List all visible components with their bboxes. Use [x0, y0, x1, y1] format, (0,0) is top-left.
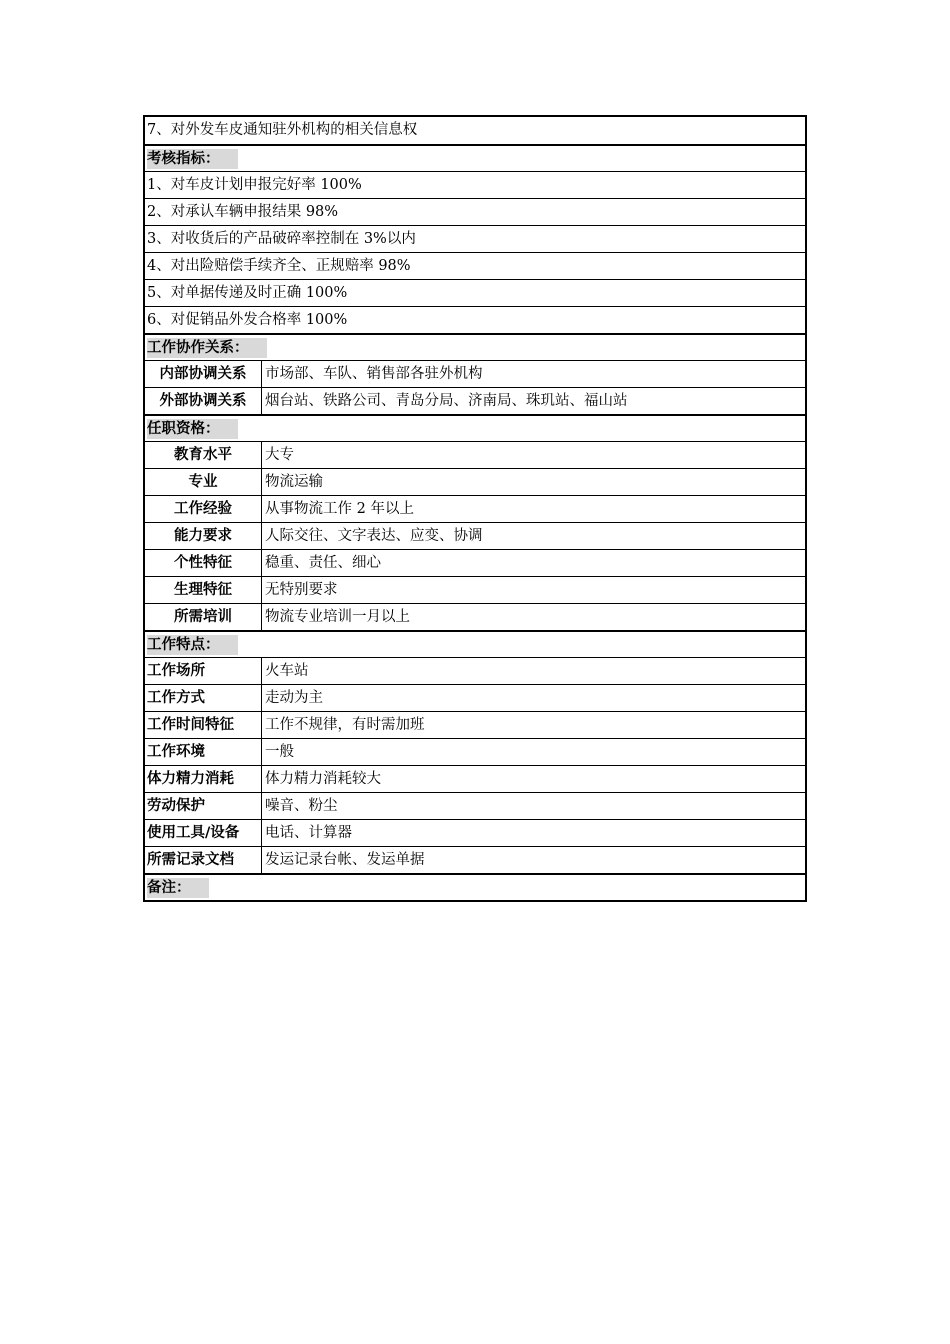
kpi-item: [145, 279, 805, 306]
feature-label: 所需记录文档: [145, 847, 262, 873]
qual-label: 教育水平: [145, 442, 262, 468]
feature-value: 发运记录台帐、发运单据: [265, 852, 425, 868]
job-description-table: [143, 115, 807, 902]
qual-row: [145, 468, 805, 495]
qual-section-header: [145, 414, 805, 441]
features-header-label: 工作特点：: [147, 635, 238, 655]
feature-row: [145, 765, 805, 792]
collab-value: 市场部、车队、销售部各驻外机构: [265, 366, 483, 382]
qual-row: [145, 495, 805, 522]
feature-row: [145, 738, 805, 765]
feature-value: 工作不规律，有时需加班: [265, 717, 425, 733]
qual-value: 物流专业培训一月以上: [265, 609, 410, 625]
authority-item-7: [145, 117, 805, 144]
qual-label: 工作经验: [145, 496, 262, 522]
feature-label: 劳动保护: [145, 793, 262, 819]
kpi-item-text: 4、对出险赔偿手续齐全、正规赔率 98%: [147, 258, 411, 274]
feature-value: 电话、计算器: [265, 825, 352, 841]
collab-section-header: [145, 333, 805, 360]
feature-row: [145, 819, 805, 846]
feature-label: 使用工具/设备: [145, 820, 262, 846]
kpi-item-text: 6、对促销品外发合格率 100%: [147, 312, 348, 328]
kpi-item: [145, 198, 805, 225]
kpi-item-text: 2、对承认车辆申报结果 98%: [147, 204, 339, 220]
feature-row: [145, 792, 805, 819]
notes-section-header: [145, 873, 805, 900]
qual-value: 稳重、责任、细心: [265, 555, 381, 571]
qual-value: 无特别要求: [265, 582, 338, 598]
kpi-header-label: 考核指标：: [147, 149, 238, 169]
feature-value: 体力精力消耗较大: [265, 771, 381, 787]
feature-value: 走动为主: [265, 690, 323, 706]
qual-value: 从事物流工作 2 年以上: [265, 501, 414, 517]
kpi-item: [145, 171, 805, 198]
qual-label: 个性特征: [145, 550, 262, 576]
feature-row: [145, 846, 805, 873]
qual-label: 专业: [145, 469, 262, 495]
qual-value: 人际交往、文字表达、应变、协调: [265, 528, 483, 544]
qual-row: [145, 441, 805, 468]
kpi-item: [145, 225, 805, 252]
kpi-item-text: 5、对单据传递及时正确 100%: [147, 285, 348, 301]
features-section-header: [145, 630, 805, 657]
feature-row: [145, 684, 805, 711]
kpi-item-text: 1、对车皮计划申报完好率 100%: [147, 177, 362, 193]
qual-value: 物流运输: [265, 474, 323, 490]
qual-header-label: 任职资格：: [147, 419, 238, 439]
qual-value: 大专: [265, 447, 294, 463]
collab-row-internal: [145, 360, 805, 387]
feature-label: 工作时间特征: [145, 712, 262, 738]
collab-label: 内部协调关系: [145, 361, 262, 387]
collab-header-label: 工作协作关系：: [147, 338, 267, 358]
qual-row: [145, 522, 805, 549]
qual-label: 所需培训: [145, 604, 262, 630]
feature-label: 工作方式: [145, 685, 262, 711]
qual-row: [145, 576, 805, 603]
feature-value: 噪音、粉尘: [265, 798, 338, 814]
kpi-item: [145, 252, 805, 279]
feature-value: 火车站: [265, 663, 309, 679]
feature-row: [145, 711, 805, 738]
notes-header-label: 备注：: [147, 878, 209, 898]
feature-value: 一般: [265, 744, 294, 760]
collab-label: 外部协调关系: [145, 388, 262, 414]
collab-value: 烟台站、铁路公司、青岛分局、济南局、珠玑站、福山站: [265, 393, 628, 409]
feature-label: 体力精力消耗: [145, 766, 262, 792]
kpi-section-header: [145, 144, 805, 171]
qual-row: [145, 549, 805, 576]
qual-row: [145, 603, 805, 630]
feature-label: 工作环境: [145, 739, 262, 765]
qual-label: 能力要求: [145, 523, 262, 549]
feature-label: 工作场所: [145, 658, 262, 684]
qual-label: 生理特征: [145, 577, 262, 603]
kpi-item-text: 3、对收货后的产品破碎率控制在 3%以内: [147, 231, 416, 247]
authority-item-text: 7、对外发车皮通知驻外机构的相关信息权: [147, 122, 418, 138]
feature-row: [145, 657, 805, 684]
collab-row-external: [145, 387, 805, 414]
kpi-item: [145, 306, 805, 333]
